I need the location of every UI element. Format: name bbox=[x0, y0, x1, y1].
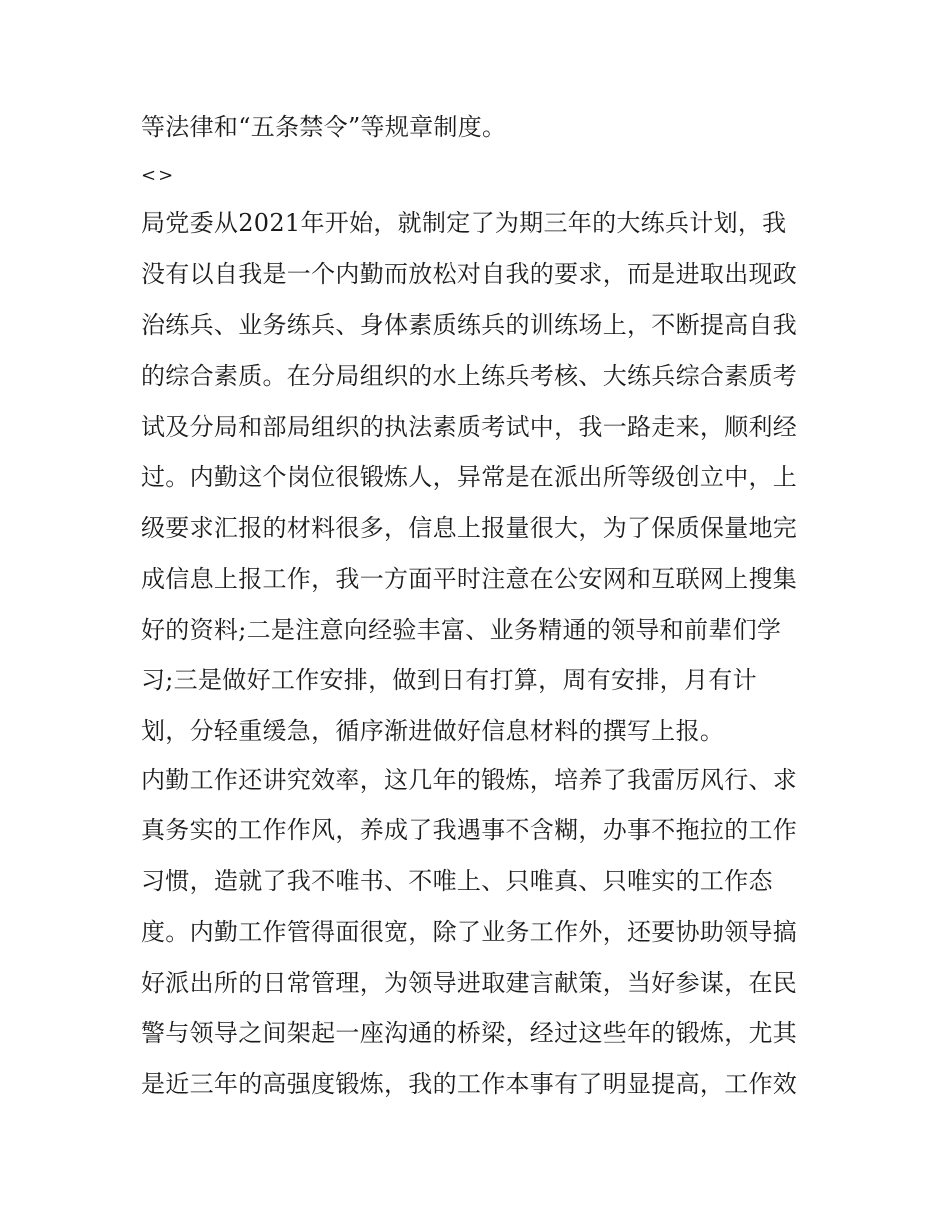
text-line-9: 级要求汇报的材料很多，信息上报量很大，为了保质保量地完 bbox=[141, 514, 798, 542]
text-line-15: 真务实的工作作风，养成了我遇事不含糊，办事不拖拉的工作 bbox=[141, 816, 798, 844]
text-line-7: 试及分局和部局组织的执法素质考试中，我一路走来，顺利经 bbox=[141, 413, 798, 441]
text-line-1: 等法律和“五条禁令”等规章制度。 bbox=[141, 113, 507, 141]
separator-marker: <> bbox=[141, 165, 176, 186]
text-line-8: 过。内勤这个岗位很锻炼人，异常是在派出所等级创立中，上 bbox=[141, 463, 798, 491]
text-line-13: 划，分轻重缓急，循序渐进做好信息材料的撰写上报。 bbox=[141, 717, 725, 745]
text-line-11: 好的资料;二是注意向经验丰富、业务精通的领导和前辈们学 bbox=[141, 616, 782, 644]
text-line-3: 局党委从2021年开始，就制定了为期三年的大练兵计划，我 bbox=[141, 209, 787, 237]
text-line-12: 习;三是做好工作安排，做到日有打算，周有安排，月有计 bbox=[141, 666, 757, 694]
text-line-16: 习惯，造就了我不唯书、不唯上、只唯真、只唯实的工作态 bbox=[141, 867, 773, 895]
text-line-4: 没有以自我是一个内勤而放松对自我的要求，而是进取出现政 bbox=[141, 260, 798, 288]
text-line-17: 度。内勤工作管得面很宽，除了业务工作外，还要协助领导搞 bbox=[141, 918, 798, 946]
text-line-19: 警与领导之间架起一座沟通的桥梁，经过这些年的锻炼，尤其 bbox=[141, 1019, 798, 1047]
text-line-18: 好派出所的日常管理，为领导进取建言献策，当好参谋，在民 bbox=[141, 969, 798, 997]
text-line-20: 是近三年的高强度锻炼，我的工作本事有了明显提高，工作效 bbox=[141, 1070, 798, 1098]
text-line-14: 内勤工作还讲究效率，这几年的锻炼，培养了我雷厉风行、求 bbox=[141, 766, 798, 794]
text-line-5: 治练兵、业务练兵、身体素质练兵的训练场上，不断提高自我 bbox=[141, 311, 798, 339]
text-line-6: 的综合素质。在分局组织的水上练兵考核、大练兵综合素质考 bbox=[141, 362, 798, 390]
text-line-10: 成信息上报工作，我一方面平时注意在公安网和互联网上搜集 bbox=[141, 565, 798, 593]
